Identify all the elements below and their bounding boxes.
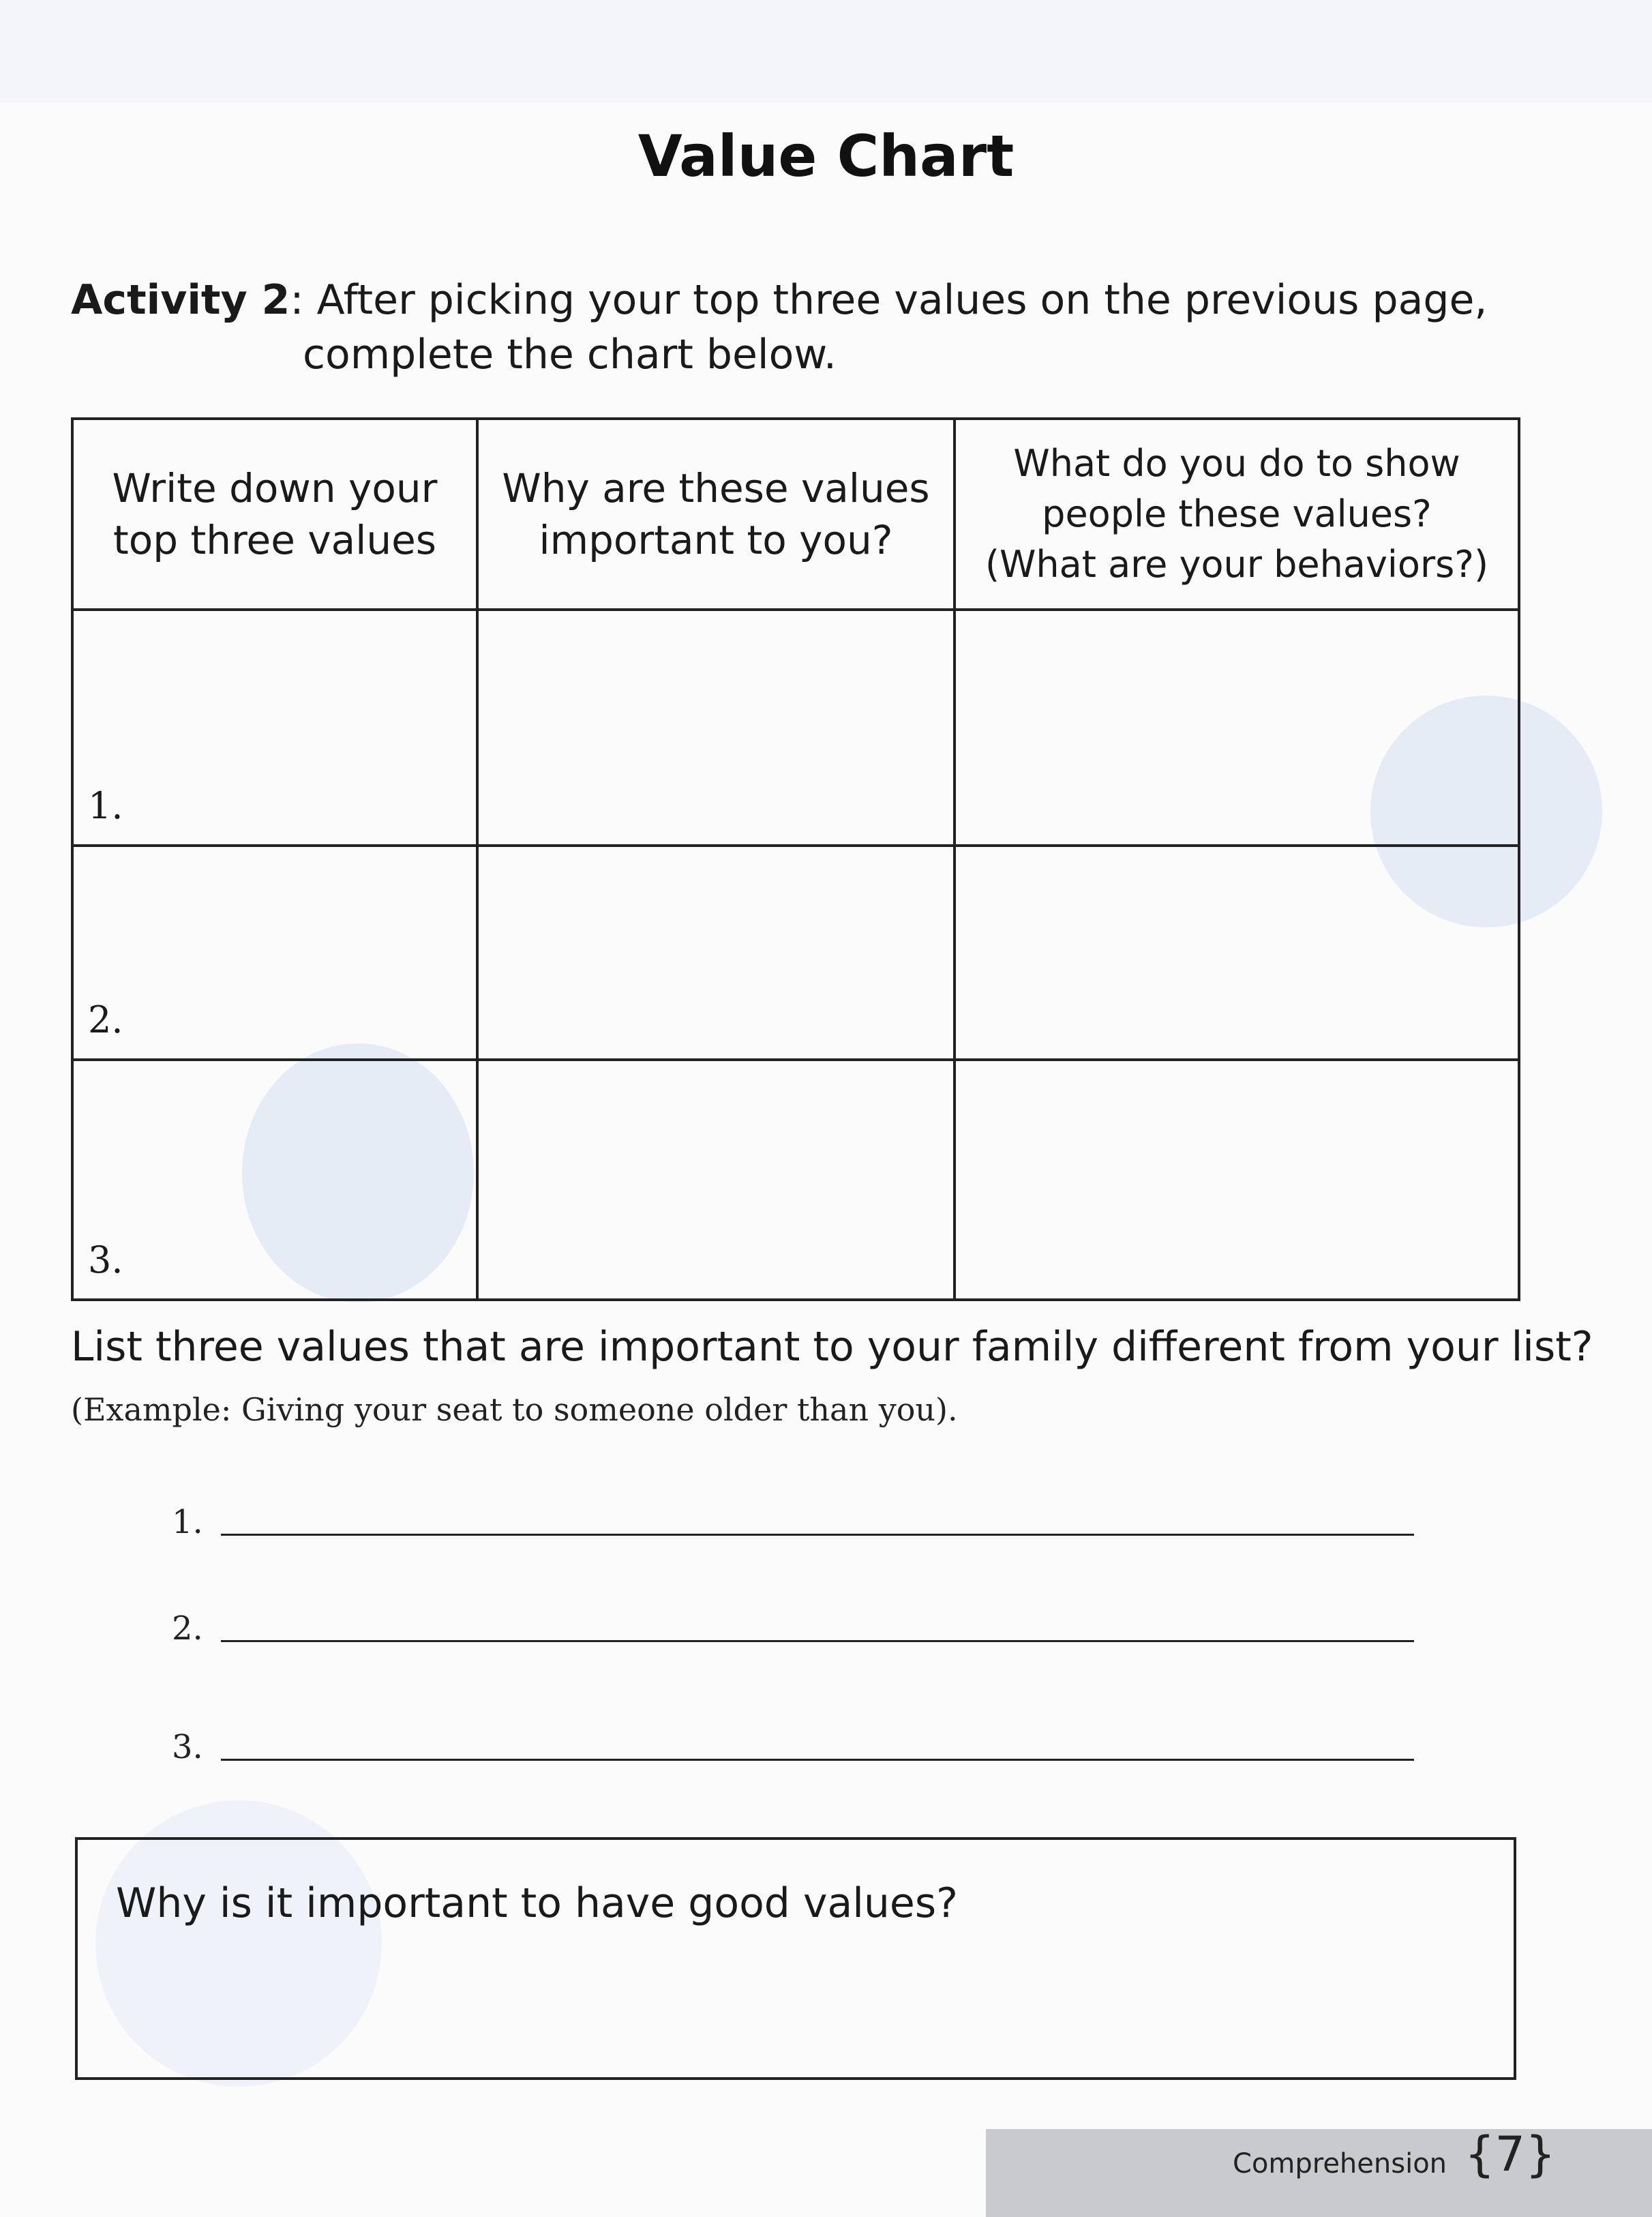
family-values-example: (Example: Giving your seat to someone older than you). [71, 1391, 958, 1428]
header-line: important to you? [539, 517, 893, 563]
importance-cell-1[interactable] [477, 610, 955, 846]
blank-number: 1. [172, 1503, 203, 1541]
importance-cell-3[interactable] [477, 1060, 955, 1300]
activity-label: Activity 2 [71, 276, 290, 324]
answer-line [221, 1534, 1414, 1536]
activity-text-line2: complete the chart below. [303, 331, 837, 378]
family-value-blank-2[interactable] [172, 1607, 1414, 1648]
row-number: 2. [88, 998, 123, 1041]
behavior-cell-3[interactable] [955, 1060, 1519, 1300]
row-number: 3. [88, 1238, 123, 1281]
table-row [72, 846, 1519, 1060]
header-line: Write down your [112, 465, 438, 511]
header-line: top three values [113, 517, 436, 563]
value-cell-2[interactable] [72, 846, 477, 1060]
page-title: Value Chart [637, 123, 1015, 190]
page-number: {7} [1465, 2126, 1556, 2182]
blank-number: 2. [172, 1609, 203, 1648]
header-line: (What are your behaviors?) [985, 543, 1489, 586]
bleed-through-header-band [0, 0, 1652, 102]
behavior-cell-1[interactable] [955, 610, 1519, 846]
value-cell-3[interactable] [72, 1060, 477, 1300]
value-chart-table [71, 417, 1520, 1301]
family-value-blank-3[interactable] [172, 1725, 1414, 1766]
good-values-answer-box[interactable] [75, 1837, 1516, 2080]
header-line: people these values? [1042, 492, 1432, 535]
importance-cell-2[interactable] [477, 846, 955, 1060]
family-values-question: List three values that are important to your family different from your list? [71, 1323, 1593, 1371]
header-line: What do you do to show [1013, 442, 1460, 485]
table-header-row [72, 419, 1519, 610]
answer-line [221, 1640, 1414, 1642]
header-why-important [477, 419, 955, 610]
table-row [72, 610, 1519, 846]
header-behaviors [955, 419, 1519, 610]
header-top-three-values [72, 419, 477, 610]
family-value-blank-1[interactable] [172, 1500, 1414, 1541]
footer-section-label: Comprehension [1233, 2148, 1447, 2179]
activity-instructions: Activity 2: After picking your top three values on the previous page, complete the chart below. [71, 273, 1537, 382]
answer-line [221, 1759, 1414, 1761]
activity-text-line1: After picking your top three values on the previous page, [316, 276, 1488, 324]
good-values-question: Why is it important to have good values? [116, 1879, 958, 1927]
table-row [72, 1060, 1519, 1300]
value-cell-1[interactable] [72, 610, 477, 846]
row-number: 1. [88, 784, 123, 827]
header-line: Why are these values [502, 465, 930, 511]
blank-number: 3. [172, 1728, 203, 1766]
behavior-cell-2[interactable] [955, 846, 1519, 1060]
